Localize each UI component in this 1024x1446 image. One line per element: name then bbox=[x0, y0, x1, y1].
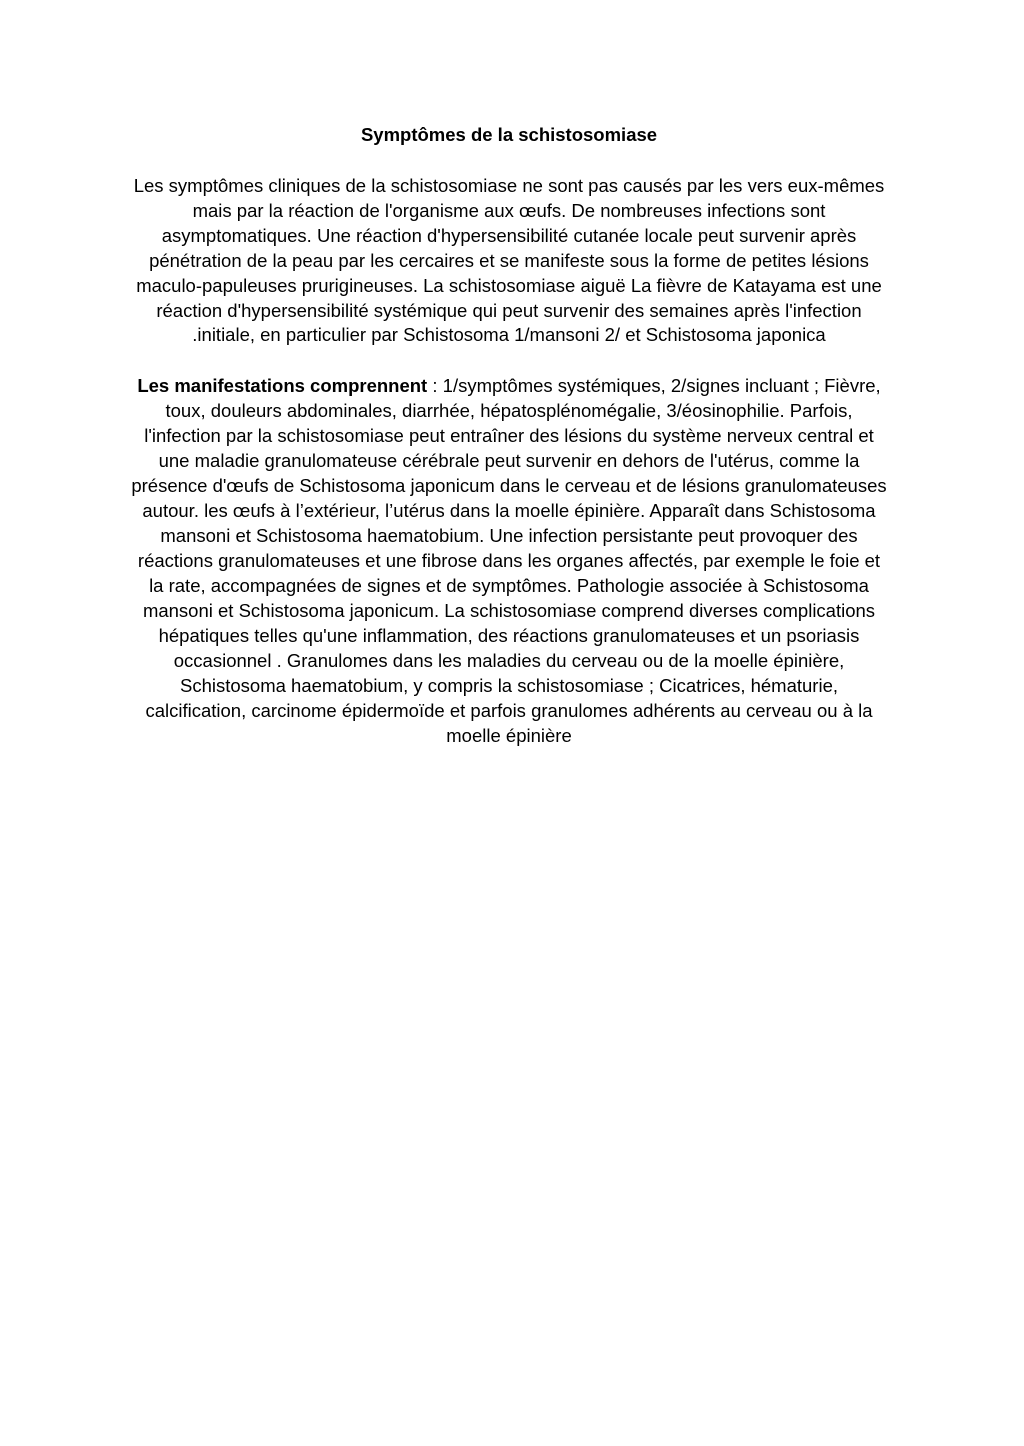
paragraph-line: moelle épinière bbox=[446, 725, 572, 746]
paragraph-line: mansoni et Schistosoma haematobium. Une infection persistante peut provoquer des bbox=[160, 525, 858, 546]
paragraph-line: pénétration de la peau par les cercaires et se manifeste sous la forme de petites lésions bbox=[149, 250, 869, 271]
paragraph-line: mais par la réaction de l'organisme aux œufs. De nombreuses infections sont bbox=[192, 200, 826, 221]
paragraph-line: autour. les œufs à l’extérieur, l’utérus dans la moelle épinière. Apparaît dans Schistosoma bbox=[142, 500, 876, 521]
manifestations-heading: Les manifestations comprennent bbox=[137, 375, 428, 396]
paragraph-line: asymptomatiques. Une réaction d'hypersensibilité cutanée locale peut survenir après bbox=[161, 225, 857, 246]
paragraph-line: hépatiques telles qu'une inflammation, des réactions granulomateuses et un psoriasis bbox=[158, 625, 860, 646]
paragraph-line: toux, douleurs abdominales, diarrhée, hépatosplénomégalie, 3/éosinophilie. Parfois, bbox=[165, 400, 853, 421]
paragraph-line: présence d'œufs de Schistosoma japonicum dans le cerveau et de lésions granulomateuses bbox=[131, 475, 887, 496]
paragraph-line: l'infection par la schistosomiase peut entraîner des lésions du système nerveux central et bbox=[144, 425, 874, 446]
paragraph-line: Les symptômes cliniques de la schistosomiase ne sont pas causés par les vers eux-mêmes bbox=[133, 175, 885, 196]
paragraph-line: mansoni et Schistosoma japonicum. La schistosomiase comprend diverses complications bbox=[142, 600, 876, 621]
paragraph-line: réaction d'hypersensibilité systémique qui peut survenir des semaines après l'infection bbox=[156, 300, 862, 321]
paragraph-line: .initiale, en particulier par Schistosoma 1/mansoni 2/ et Schistosoma japonica bbox=[192, 324, 826, 345]
manifestations-lead-text: : 1/symptômes systémiques, 2/signes incluant ; Fièvre, bbox=[427, 375, 881, 396]
document-title: Symptômes de la schistosomiase bbox=[360, 124, 658, 145]
paragraph-line: réactions granulomateuses et une fibrose dans les organes affectés, par exemple le foie et bbox=[137, 550, 881, 571]
paragraph-line: maculo-papuleuses prurigineuses. La schistosomiase aiguë La fièvre de Katayama est une bbox=[136, 275, 882, 296]
paragraph-line-lead bbox=[0, 373, 1018, 398]
paragraph-line: Schistosoma haematobium, y compris la schistosomiase ; Cicatrices, hématurie, bbox=[179, 675, 839, 696]
paragraph-line: calcification, carcinome épidermoïde et parfois granulomes adhérents au cerveau ou à la bbox=[145, 700, 873, 721]
paragraph-line: la rate, accompagnées de signes et de symptômes. Pathologie associée à Schistosoma bbox=[149, 575, 869, 596]
paragraph-line: occasionnel . Granulomes dans les maladies du cerveau ou de la moelle épinière, bbox=[173, 650, 845, 671]
paragraph-line: une maladie granulomateuse cérébrale peut survenir en dehors de l'utérus, comme la bbox=[158, 450, 860, 471]
